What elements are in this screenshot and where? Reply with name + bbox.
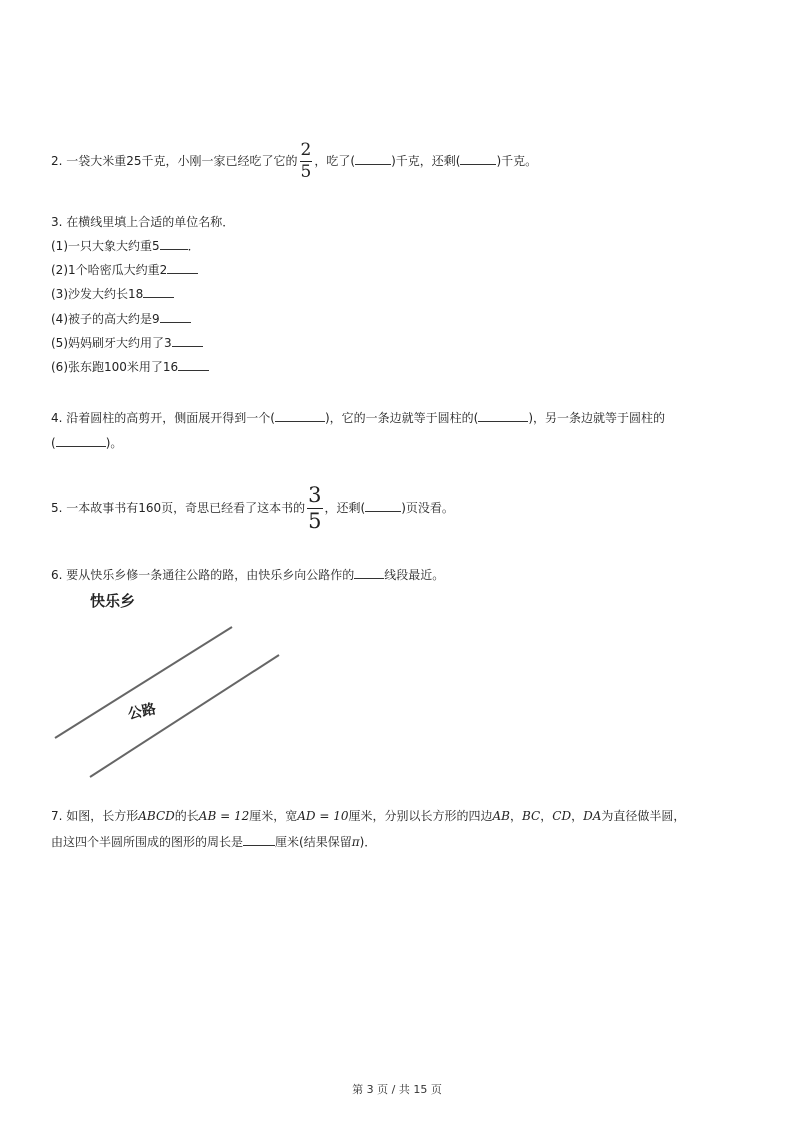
answer-blank[interactable] (160, 237, 188, 250)
answer-blank[interactable] (167, 261, 198, 274)
question-3-item-5 (51, 334, 203, 352)
answer-blank[interactable] (143, 285, 174, 298)
question-5 (51, 485, 454, 532)
math-pi: π (351, 835, 360, 849)
fraction-numerator: 3 (308, 483, 322, 507)
question-2-text-mid: ，吃了( (314, 154, 356, 168)
item-text: (2)1个哈密瓜大约重2 (51, 263, 168, 277)
question-3-item-1 (51, 237, 200, 255)
math-ab: AB (492, 809, 510, 823)
q7-text: 厘米，宽 (249, 809, 298, 823)
question-4-text-mid: )，它的一条边就等于圆柱的( (324, 411, 479, 425)
road-diagram (50, 590, 290, 780)
item-tail: ． (187, 239, 200, 253)
paren-open: ( (51, 436, 56, 450)
question-3-item-3 (51, 285, 174, 303)
answer-blank-segment[interactable] (354, 566, 384, 579)
fraction-denominator: 5 (308, 509, 322, 533)
q7-text: 为直径做半圆， (601, 809, 686, 823)
page-footer: 第 3 页 / 共 15 页 (352, 1083, 442, 1096)
question-3-item-6 (51, 358, 209, 376)
answer-blank-edge-2[interactable] (56, 434, 106, 447)
question-4-line-2 (51, 434, 122, 452)
q7-text: )． (359, 835, 377, 849)
question-6 (51, 566, 444, 584)
question-4-text-end: )，另一条边就等于圆柱的 (528, 411, 666, 425)
road-edge-upper (55, 627, 232, 738)
q7-text: 厘米，分别以长方形的四边 (348, 809, 493, 823)
road-edge-lower (90, 655, 279, 777)
answer-blank[interactable] (160, 310, 191, 323)
item-text: (3)沙发大约长18 (51, 287, 144, 301)
math-ab-length: AB = 12 (198, 809, 250, 823)
q7-text: 7. 如图，长方形 (51, 809, 139, 823)
item-text: (5)妈妈刷牙大约用了3 (51, 336, 172, 350)
question-3-item-4 (51, 310, 191, 328)
answer-blank-eaten[interactable] (355, 152, 391, 165)
answer-blank-shape[interactable] (275, 409, 325, 422)
question-6-text: 6. 要从快乐乡修一条通往公路的路，由快乐乡向公路作的 (51, 568, 355, 582)
question-4-line-1 (51, 409, 665, 427)
question-2-text-end: )千克。 (496, 154, 538, 168)
village-label: 快乐乡 (90, 593, 136, 610)
answer-blank[interactable] (172, 334, 203, 347)
fraction-three-fifths (307, 485, 322, 532)
question-2-text: 2. 一袋大米重25千克，小刚一家已经吃了它的 (51, 154, 298, 168)
item-text: (6)张东跑100米用了16 (51, 360, 179, 374)
math-cd: CD (552, 809, 572, 823)
question-2 (51, 142, 537, 181)
q7-comma: ， (571, 809, 584, 823)
math-bc: BC (522, 809, 541, 823)
paren-close: )。 (105, 436, 123, 450)
q7-text: 的长 (174, 809, 199, 823)
math-da: DA (583, 809, 602, 823)
question-6-text-end: 线段最近。 (384, 568, 445, 582)
q7-comma: ， (510, 809, 523, 823)
fraction-denominator: 5 (300, 162, 312, 182)
question-3-title: 3. 在横线里填上合适的单位名称． (51, 215, 235, 229)
question-7-line-1 (51, 807, 685, 825)
q7-comma: ， (540, 809, 553, 823)
answer-blank-remaining[interactable] (460, 152, 496, 165)
road-label: 公路 (126, 700, 158, 722)
question-5-text-end: )页没看。 (401, 501, 454, 515)
item-text: (1)一只大象大约重5 (51, 239, 160, 253)
math-abcd: ABCD (138, 809, 175, 823)
question-5-text-mid: ，还剩( (324, 501, 366, 515)
answer-blank-pages[interactable] (365, 499, 401, 512)
q7-text: 厘米(结果保留 (275, 835, 352, 849)
fraction-two-fifths (300, 142, 313, 181)
question-3-item-2 (51, 261, 198, 279)
answer-blank-perimeter[interactable] (243, 833, 275, 846)
math-ad-width: AD = 10 (297, 809, 349, 823)
answer-blank[interactable] (178, 358, 209, 371)
q7-text: 由这四个半圆所围成的图形的周长是 (51, 835, 244, 849)
question-5-text: 5. 一本故事书有160页，奇思已经看了这本书的 (51, 501, 306, 515)
item-text: (4)被子的高大约是9 (51, 312, 160, 326)
fraction-numerator: 2 (300, 140, 312, 160)
question-4-text: 4. 沿着圆柱的高剪开，侧面展开得到一个( (51, 411, 275, 425)
answer-blank-edge-1[interactable] (478, 409, 528, 422)
question-7-line-2 (51, 833, 376, 851)
question-2-text-mid2: )千克，还剩( (391, 154, 461, 168)
